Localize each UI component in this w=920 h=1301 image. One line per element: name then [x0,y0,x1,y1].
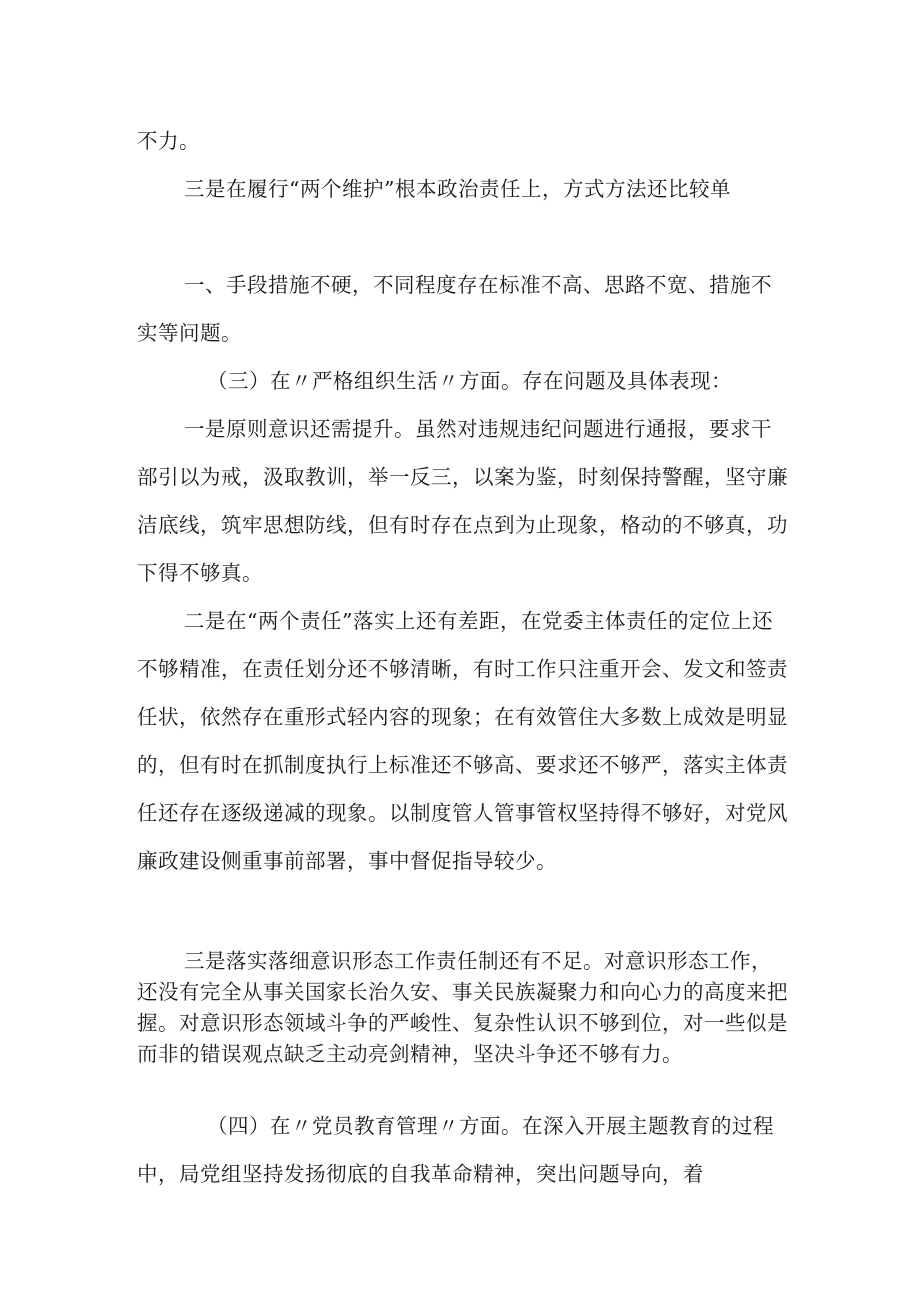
paragraph-ideology-work: 三是落实落细意识形态工作责任制还有不足。对意识形态工作，还没有完全从事关国家长治久安、事关民族凝聚力和向心力的高度来把握。对意识形态领域斗争的严峻性、复杂性认识不够到位，对一些似是而非的错误观点缺乏主动亮剑精神，坚决斗争还不够有力。 [137,949,788,1066]
section-heading-four: （四）在〃党员教育管理〃方面。在深入开展主题教育的过程中，局党组坚持发扬彻底的自我革命精神，突出问题导向，着 [137,1114,774,1186]
paragraph-principle-awareness: 一是原则意识还需提升。虽然对违规违纪问题进行通报，要求干部引以为戒，汲取教训，举一反三，以案为鉴，时刻保持警醒，坚守廉洁底线，筑牢思想防线，但有时存在点到为止现象，格动的不够真，功下得不够真。 [137,417,788,585]
paragraph-measures: 一、手段措施不硬，不同程度存在标准不高、思路不宽、措施不实等问题。 [137,273,772,345]
paragraph-two-safeguards: 三是在履行“两个维护”根本政治责任上，方式方法还比较单 [184,177,731,201]
paragraph-continuation: 不力。 [137,129,200,153]
paragraph-two-responsibilities: 二是在“两个责任”落实上还有差距，在党委主体责任的定位上还不够精准，在责任划分还不够清晰，有时工作只注重开会、发文和签责任状，依然存在重形式轻内容的现象；在有效管住大多数上成效是明显的，但有时在抓制度执行上标准还不够高、要求还不够严，落实主体责任还存在逐级递减的现象。以制度管人管事管权坚持得不够好，对党风廉政建设侧重事前部署，事中督促指导较少。 [137,609,788,873]
section-heading-three: （三）在〃严格组织生活〃方面。存在问题及具体表现： [207,369,732,393]
